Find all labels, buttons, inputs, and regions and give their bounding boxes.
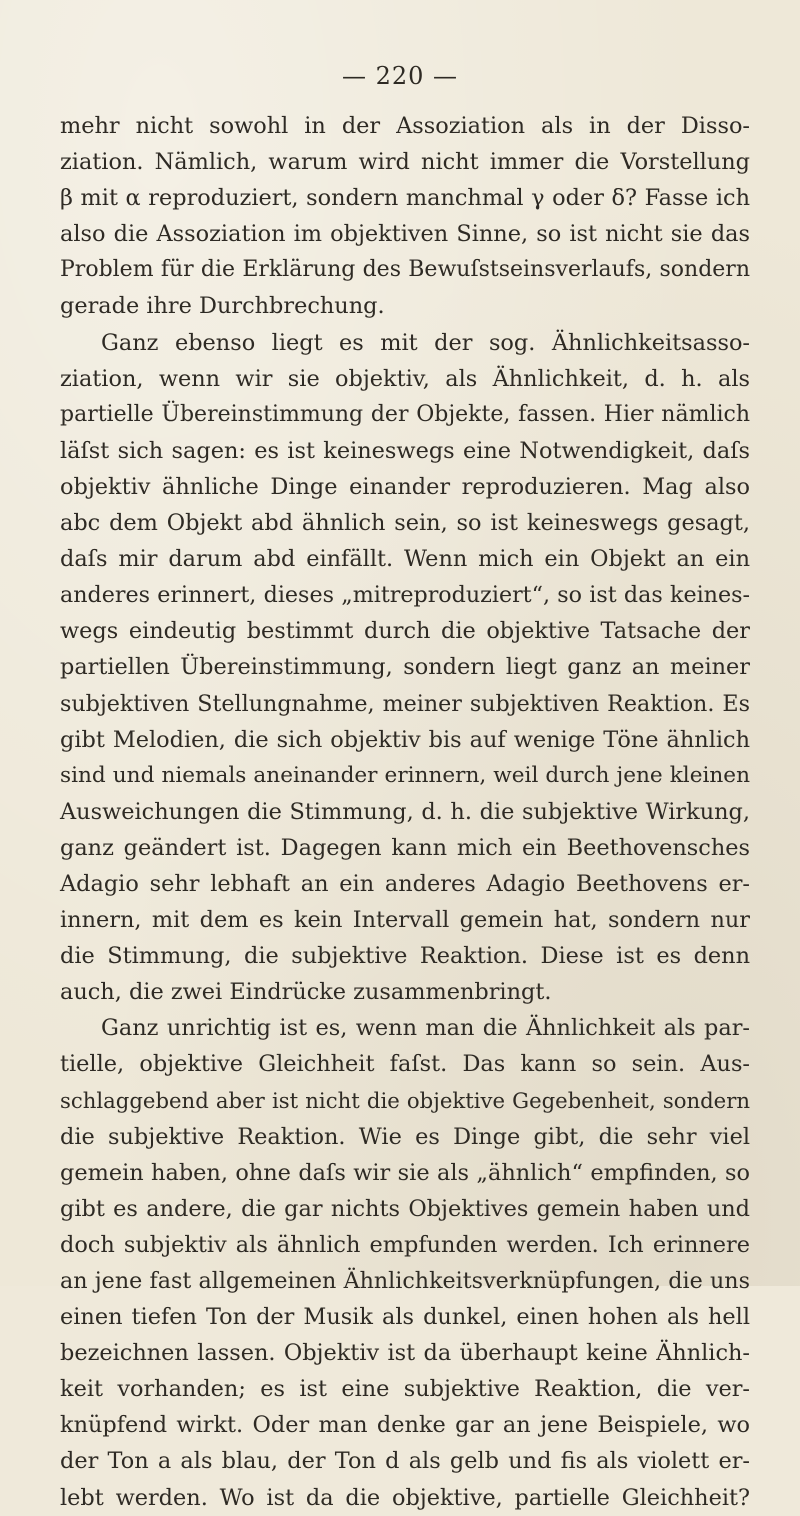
text-line: einen tiefen Ton der Musik als dunkel, einen hohen als hell	[60, 1304, 750, 1331]
text-line: anderes erinnert, dieses „mitreproduziert“, so ist das keines-	[60, 582, 750, 609]
page-number: — 220 —	[341, 62, 459, 90]
text-line: β mit α reproduziert, sondern manchmal γ oder δ? Fasse ich	[60, 185, 750, 212]
text-line: gibt es andere, die gar nichts Objektives gemein haben und	[60, 1195, 750, 1222]
text-line: Ganz unrichtig ist es, wenn man die Ähnlichkeit als par-	[101, 1015, 750, 1042]
text-line: abc dem Objekt abd ähnlich sein, so ist keineswegs gesagt,	[60, 510, 750, 537]
text-line: auch, die zwei Eindrücke zusammenbringt.	[60, 979, 552, 1006]
text-line: gemein haben, ohne daſs wir sie als „ähnlich“ empfinden, so	[60, 1159, 750, 1186]
text-line: keit vorhanden; es ist eine subjektive Reaktion, die ver-	[60, 1376, 750, 1403]
text-line: mehr nicht sowohl in der Assoziation als in der Disso-	[60, 113, 750, 139]
text-line: die Stimmung, die subjektive Reaktion. Diese ist es denn	[60, 943, 750, 970]
text-line: der Ton a als blau, der Ton d als gelb und fis als violett er-	[60, 1448, 750, 1475]
text-line: Ausweichungen die Stimmung, d. h. die subjektive Wirkung,	[60, 798, 750, 825]
text-line: daſs mir darum abd einfällt. Wenn mich ein Objekt an ein	[60, 546, 750, 573]
text-line: schlaggebend aber ist nicht die objektive Gegebenheit, sondern	[60, 1087, 750, 1113]
text-line: Problem für die Erklärung des Bewuſstseinsverlaufs, sondern	[60, 257, 750, 283]
text-line: läſst sich sagen: es ist keineswegs eine Notwendigkeit, daſs	[60, 437, 750, 464]
text-line: ziation, wenn wir sie objektiv, als Ähnlichkeit, d. h. als	[60, 365, 750, 392]
text-line: die subjektive Reaktion. Wie es Dinge gibt, die sehr viel	[60, 1123, 750, 1150]
text-line: Adagio sehr lebhaft an ein anderes Adagio Beethovens er-	[60, 870, 750, 897]
text-line: tielle, objektive Gleichheit faſst. Das kann so sein. Aus-	[60, 1051, 750, 1078]
text-line: Ganz ebenso liegt es mit der sog. Ähnlichkeitsasso-	[101, 329, 750, 356]
text-line: bezeichnen lassen. Objektiv ist da überhaupt keine Ähnlich-	[60, 1340, 750, 1367]
text-line: ganz geändert ist. Dagegen kann mich ein Beethovensches	[60, 834, 750, 861]
text-line: sind und niemals aneinander erinnern, weil durch jene kleinen	[60, 762, 750, 788]
text-line: ziation. Nämlich, warum wird nicht immer die Vorstellung	[60, 149, 750, 176]
text-line: an jene fast allgemeinen Ähnlichkeitsverknüpfungen, die uns	[60, 1268, 750, 1294]
body-text	[60, 108, 750, 1516]
text-line: partielle Übereinstimmung der Objekte, fassen. Hier nämlich	[60, 401, 750, 427]
text-line: also die Assoziation im objektiven Sinne, so ist nicht sie das	[60, 221, 750, 248]
text-line: subjektiven Stellungnahme, meiner subjektiven Reaktion. Es	[60, 690, 750, 717]
text-line: wegs eindeutig bestimmt durch die objektive Tatsache der	[60, 618, 750, 645]
text-line: partiellen Übereinstimmung, sondern liegt ganz an meiner	[60, 654, 750, 681]
text-line: innern, mit dem es kein Intervall gemein hat, sondern nur	[60, 907, 750, 934]
text-line: gerade ihre Durchbrechung.	[60, 293, 385, 320]
text-line: lebt werden. Wo ist da die objektive, partielle Gleichheit?	[60, 1484, 750, 1511]
text-line: objektiv ähnliche Dinge einander reproduzieren. Mag also	[60, 473, 750, 500]
text-line: knüpfend wirkt. Oder man denke gar an jene Beispiele, wo	[60, 1412, 750, 1439]
text-line: gibt Melodien, die sich objektiv bis auf wenige Töne ähnlich	[60, 726, 750, 753]
text-line: doch subjektiv als ähnlich empfunden werden. Ich erinnere	[60, 1231, 750, 1258]
